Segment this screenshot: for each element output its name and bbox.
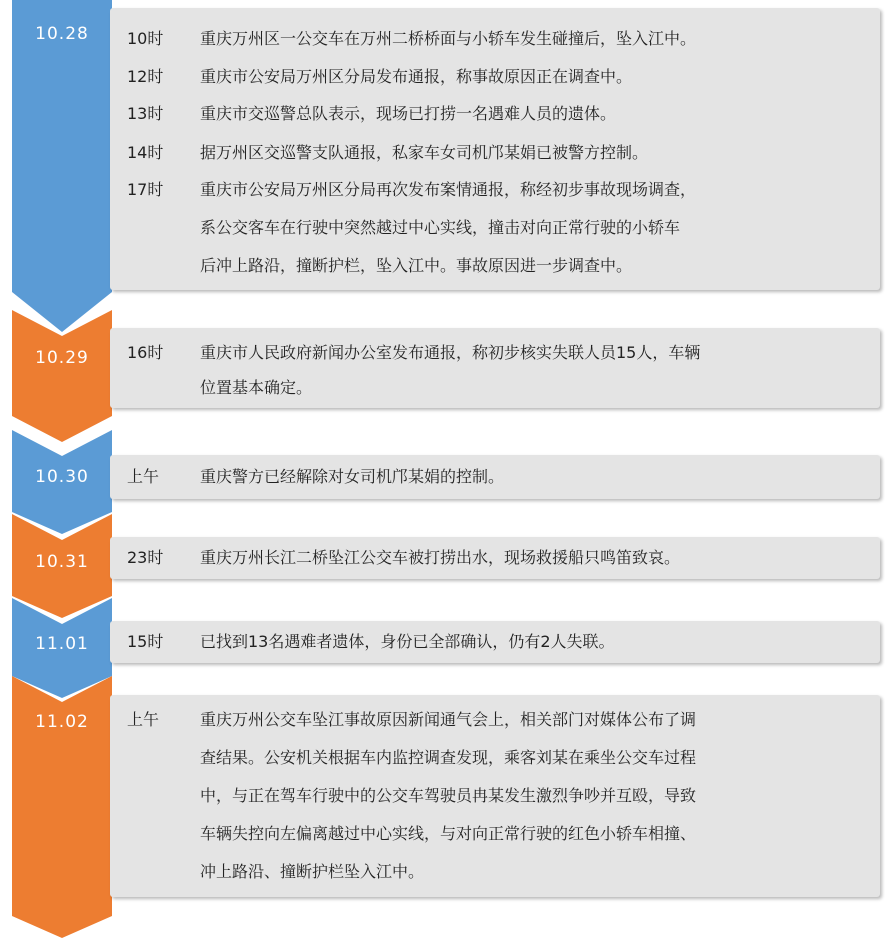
event-time: 上午 (127, 710, 160, 729)
event-time: 10时 (127, 29, 164, 48)
event-text: 重庆万州长江二桥坠江公交车被打捞出水，现场救援船只鸣笛致哀。 (200, 548, 681, 567)
event-text: 位置基本确定。 (200, 378, 313, 397)
event-text: 重庆市人民政府新闻办公室发布通报，称初步核实失联人员15人，车辆 (200, 343, 701, 362)
date-label: 10.28 (35, 24, 89, 44)
event-time: 15时 (127, 632, 164, 651)
event-text: 重庆警方已经解除对女司机邝某娟的控制。 (200, 467, 505, 486)
timeline-segment-1028 (12, 0, 112, 332)
event-text: 据万州区交巡警支队通报，私家车女司机邝某娟已被警方控制。 (200, 143, 649, 162)
event-text: 重庆万州区一公交车在万州二桥桥面与小轿车发生碰撞后，坠入江中。 (200, 29, 697, 48)
event-text: 已找到13名遇难者遗体，身份已全部确认，仍有2人失联。 (200, 632, 615, 651)
timeline-segment-1029 (12, 310, 112, 442)
event-text: 重庆市交巡警总队表示，现场已打捞一名遇难人员的遗体。 (200, 104, 617, 123)
date-label: 11.02 (35, 712, 89, 732)
event-time: 上午 (127, 467, 160, 486)
date-label: 10.29 (35, 348, 89, 368)
event-time: 13时 (127, 104, 164, 123)
event-text: 冲上路沿、撞断护栏坠入江中。 (200, 862, 425, 881)
event-time: 16时 (127, 343, 164, 362)
event-time: 14时 (127, 143, 164, 162)
date-label: 11.01 (35, 634, 89, 654)
event-text: 重庆市公安局万州区分局再次发布案情通报，称经初步事故现场调查， (200, 180, 697, 199)
date-label: 10.31 (35, 552, 89, 572)
event-text: 重庆万州公交车坠江事故原因新闻通气会上，相关部门对媒体公布了调 (200, 710, 697, 729)
event-time: 17时 (127, 180, 164, 199)
event-text: 重庆市公安局万州区分局发布通报，称事故原因正在调查中。 (200, 67, 633, 86)
event-text: 中，与正在驾车行驶中的公交车驾驶员冉某发生激烈争吵并互殴，导致 (200, 786, 697, 805)
event-time: 12时 (127, 67, 164, 86)
event-text: 后冲上路沿，撞断护栏，坠入江中。事故原因进一步调查中。 (200, 256, 633, 275)
event-text: 车辆失控向左偏离越过中心实线，与对向正常行驶的红色小轿车相撞、 (200, 824, 697, 843)
event-text: 系公交客车在行驶中突然越过中心实线，撞击对向正常行驶的小轿车 (200, 218, 681, 237)
event-text: 查结果。公安机关根据车内监控调查发现，乘客刘某在乘坐公交车过程 (200, 748, 697, 767)
event-time: 23时 (127, 548, 164, 567)
date-label: 10.30 (35, 467, 89, 487)
